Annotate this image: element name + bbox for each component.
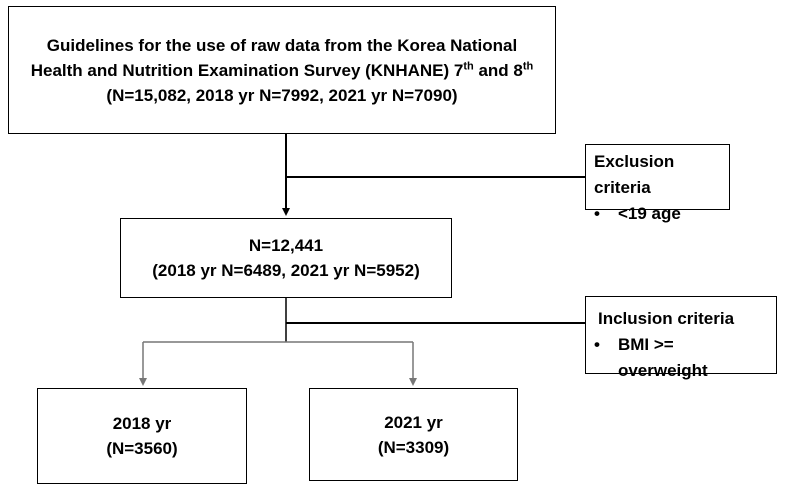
top-source-box — [8, 6, 556, 134]
top-box-line1: Guidelines for the use of raw data from the Korea National — [46, 35, 518, 55]
box-2021 — [309, 388, 518, 481]
exclusion-title: Exclusion criteria — [594, 152, 675, 197]
box-2021-line1: 2021 yr — [384, 412, 443, 432]
exclusion-criteria-box — [585, 144, 730, 223]
top-box-line3: (N=15,082, 2018 yr N=7992, 2021 yr N=7090) — [106, 85, 458, 105]
box-2018 — [37, 388, 247, 484]
inclusion-bullet: • — [594, 335, 600, 354]
middle-box-line1: N=12,441 — [248, 236, 324, 255]
box-2018-line1: 2018 yr — [112, 414, 172, 433]
inclusion-title: Inclusion criteria — [598, 309, 735, 328]
middle-box-line2: (2018 yr N=6489, 2021 yr N=5952) — [152, 261, 420, 280]
box-2018-line2: (N=3560) — [106, 439, 178, 458]
exclusion-bullet: • — [594, 204, 600, 223]
inclusion-criteria-box — [585, 296, 777, 380]
top-box-line2: Health and Nutrition Examination Survey (KNHANE) 7th and 8th — [30, 59, 534, 80]
exclusion-item: <19 age — [618, 204, 681, 223]
middle-sample-box — [120, 218, 452, 298]
inclusion-item: BMI >= overweight — [617, 335, 708, 380]
box-2021-line2: (N=3309) — [377, 437, 450, 457]
